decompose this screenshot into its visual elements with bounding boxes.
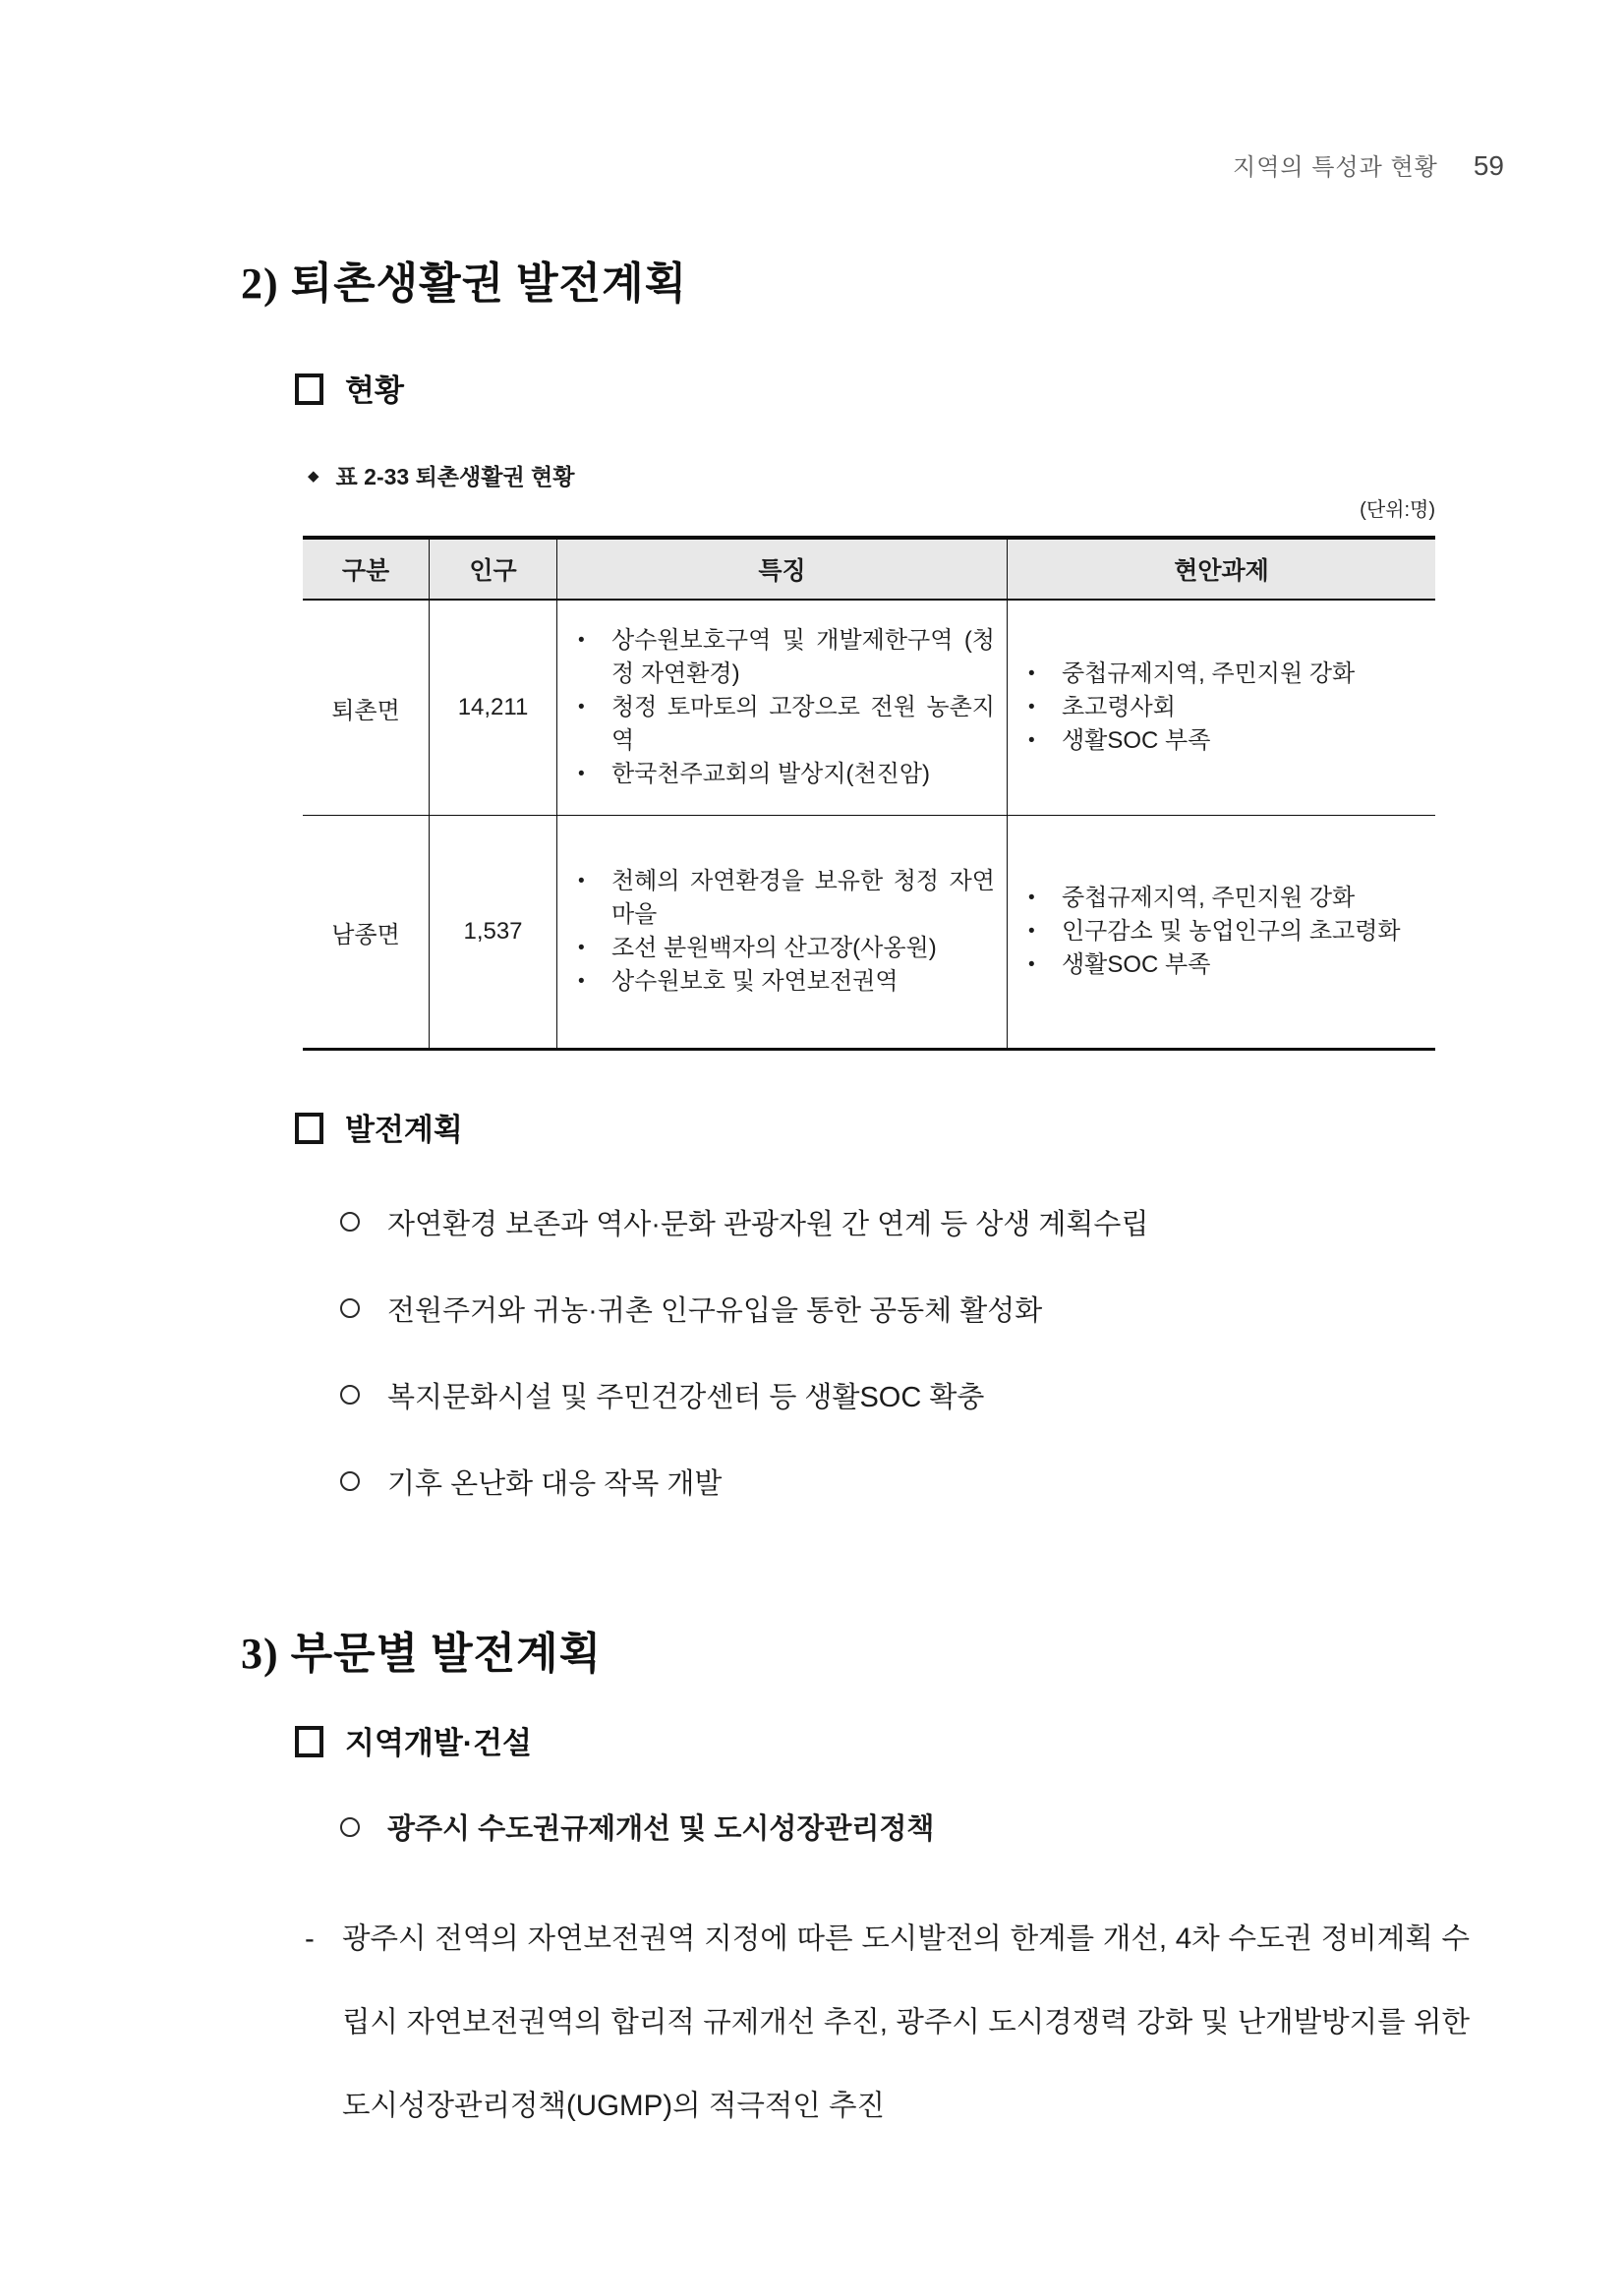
cell-population: 1,537 bbox=[430, 816, 557, 1048]
circle-bullet-icon bbox=[340, 1212, 360, 1232]
dot-bullet-icon: • bbox=[1028, 921, 1035, 942]
section-2-title: 2) 퇴촌생활권 발전계획 bbox=[241, 259, 688, 308]
page-header bbox=[1233, 147, 1504, 182]
dev-heading-label: 지역개발·건설 bbox=[345, 1726, 532, 1760]
policy-topic-text: 광주시 수도권규제개선 및 도시성장관리정책 bbox=[387, 1813, 935, 1845]
plan-item-text: 자연환경 보존과 역사·문화 관광자원 간 연계 등 상생 계획수립 bbox=[387, 1208, 1149, 1240]
table-caption-label: 표 2-33 퇴촌생활권 현황 bbox=[335, 464, 575, 489]
status-heading-label: 현황 bbox=[345, 373, 404, 408]
dot-bullet-icon: • bbox=[578, 871, 585, 891]
cell-features bbox=[557, 816, 1008, 1048]
plan-heading-label: 발전계획 bbox=[345, 1113, 463, 1147]
feature-text: 조선 분원백자의 산고장(사옹원) bbox=[611, 935, 937, 961]
dot-bullet-icon: • bbox=[1028, 888, 1035, 908]
cell-features bbox=[557, 601, 1008, 815]
dot-bullet-icon: • bbox=[578, 697, 585, 718]
feature-item bbox=[573, 758, 995, 791]
issue-item bbox=[1023, 658, 1423, 691]
circle-bullet-icon bbox=[340, 1298, 360, 1318]
plan-item-text: 전원주거와 귀농·귀촌 인구유입을 통한 공동체 활성화 bbox=[387, 1294, 1043, 1327]
feature-text: 한국천주교회의 발상지(천진암) bbox=[611, 761, 931, 787]
feature-item bbox=[573, 932, 995, 965]
issue-text: 인구감소 및 농업인구의 초고령화 bbox=[1062, 918, 1401, 945]
issue-text: 중첩규제지역, 주민지원 강화 bbox=[1062, 885, 1356, 911]
section-3-title: 3) 부문별 발전계획 bbox=[241, 1630, 603, 1678]
diamond-bullet-icon: ◆ bbox=[308, 468, 319, 485]
circle-bullet-icon bbox=[340, 1817, 360, 1837]
plan-list-item bbox=[340, 1461, 1480, 1502]
dot-bullet-icon: • bbox=[1028, 697, 1035, 718]
square-bullet-icon bbox=[295, 1113, 323, 1144]
table-row bbox=[303, 816, 1435, 1048]
table-header-row bbox=[303, 540, 1435, 601]
dot-bullet-icon: • bbox=[578, 938, 585, 958]
cell-issues bbox=[1008, 816, 1435, 1048]
table-header-cell: 특징 bbox=[557, 540, 1008, 599]
issue-item bbox=[1023, 882, 1423, 915]
plan-heading bbox=[295, 1105, 463, 1149]
issue-item bbox=[1023, 948, 1423, 982]
feature-item bbox=[573, 624, 995, 691]
dot-bullet-icon: • bbox=[578, 764, 585, 784]
circle-bullet-icon bbox=[340, 1385, 360, 1405]
table-header-cell: 현안과제 bbox=[1174, 557, 1269, 585]
table-caption bbox=[308, 459, 575, 491]
cell-issues bbox=[1008, 601, 1435, 815]
issue-item bbox=[1023, 691, 1423, 724]
page-number: 59 bbox=[1473, 150, 1504, 181]
issue-item bbox=[1023, 915, 1423, 948]
plan-list-item bbox=[340, 1288, 1480, 1329]
plan-list-item bbox=[340, 1374, 1480, 1415]
feature-text: 천혜의 자연환경을 보유한 청정 자연마을 bbox=[611, 868, 995, 928]
plan-item-text: 기후 온난화 대응 작목 개발 bbox=[387, 1467, 723, 1500]
issue-text: 생활SOC 부족 bbox=[1062, 951, 1211, 978]
issue-text: 중첩규제지역, 주민지원 강화 bbox=[1062, 660, 1356, 687]
policy-detail-text: 광주시 전역의 자연보전권역 지정에 따른 도시발전의 한계를 개선, 4차 수도권 정비계획 수립시 자연보전권역의 합리적 규제개선 추진, 광주시 도시경쟁력 강화 및 난개발방지를 위한 도시성장관리정책(UGMP)의 적극적인 추진 bbox=[342, 1923, 1470, 2122]
issue-item bbox=[1023, 724, 1423, 758]
feature-item bbox=[573, 965, 995, 999]
dot-bullet-icon: • bbox=[1028, 730, 1035, 751]
dash-bullet-icon: - bbox=[305, 1923, 315, 1955]
plan-list bbox=[340, 1201, 1480, 1547]
cell-population: 14,211 bbox=[430, 601, 557, 815]
square-bullet-icon bbox=[295, 1726, 323, 1757]
policy-topic-heading bbox=[340, 1807, 934, 1847]
cell-district: 퇴촌면 bbox=[303, 601, 430, 815]
dot-bullet-icon: • bbox=[578, 630, 585, 651]
feature-item bbox=[573, 865, 995, 932]
dot-bullet-icon: • bbox=[1028, 954, 1035, 975]
dev-heading bbox=[295, 1718, 532, 1762]
plan-item-text: 복지문화시설 및 주민건강센터 등 생활SOC 확충 bbox=[387, 1381, 985, 1413]
feature-text: 상수원보호 및 자연보전권역 bbox=[611, 968, 899, 995]
feature-text: 상수원보호구역 및 개발제한구역 (청정 자연환경) bbox=[611, 627, 995, 687]
circle-bullet-icon bbox=[340, 1471, 360, 1491]
status-heading bbox=[295, 366, 404, 410]
feature-text: 청정 토마토의 고장으로 전원 농촌지역 bbox=[611, 694, 995, 754]
square-bullet-icon bbox=[295, 373, 323, 405]
running-head-title: 지역의 특성과 현황 bbox=[1233, 154, 1438, 181]
table-row bbox=[303, 601, 1435, 816]
dot-bullet-icon: • bbox=[1028, 663, 1035, 684]
cell-district: 남종면 bbox=[303, 816, 430, 1048]
feature-item bbox=[573, 691, 995, 758]
issue-text: 초고령사회 bbox=[1062, 694, 1176, 720]
dot-bullet-icon: • bbox=[578, 971, 585, 992]
unit-note: (단위:명) bbox=[1360, 499, 1435, 521]
issue-text: 생활SOC 부족 bbox=[1062, 727, 1211, 754]
policy-detail-paragraph bbox=[305, 1897, 1470, 2148]
region-status-table bbox=[303, 536, 1435, 1051]
plan-list-item bbox=[340, 1201, 1480, 1242]
table-header-cell: 구분 bbox=[303, 540, 430, 599]
table-header-cell: 인구 bbox=[430, 540, 557, 599]
